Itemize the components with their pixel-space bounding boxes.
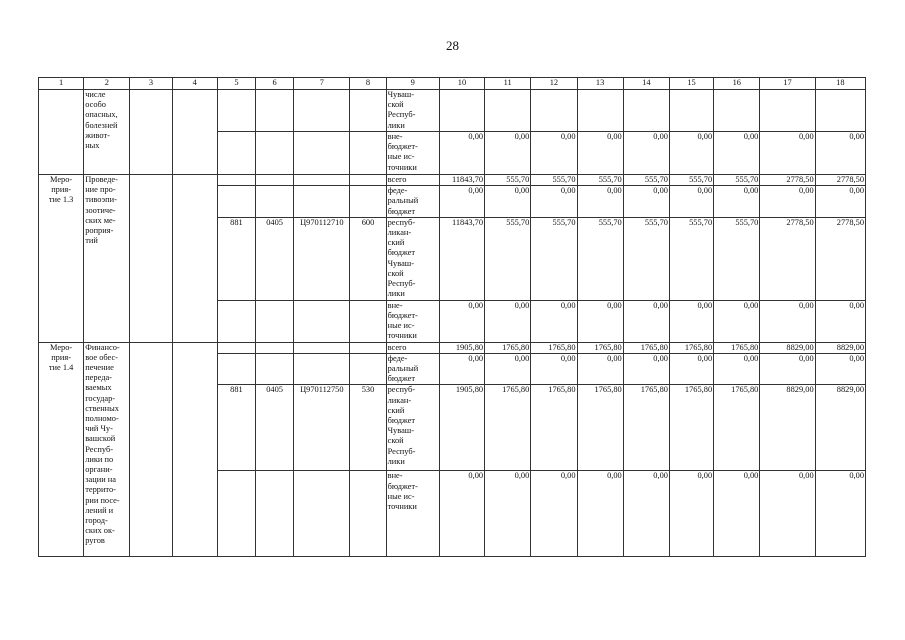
csr-cell bbox=[294, 300, 350, 342]
value-cell: 555,70 bbox=[714, 175, 760, 186]
grbs-cell: 881 bbox=[217, 217, 255, 300]
value-cell: 0,00 bbox=[485, 186, 531, 218]
vr-cell: 600 bbox=[350, 217, 386, 300]
measure-name-cell: Финансо- вое обес- печение переда- ваемых государ- ственных полномо- чий Чу- вашской Респуб- лики по органи- зации на террито- рии посе- лений и город- ских ок- ругов bbox=[84, 342, 130, 557]
rzpr-cell bbox=[256, 342, 294, 353]
value-cell: 0,00 bbox=[531, 300, 577, 342]
measure-name-cell: числе особо опасных, болезней живот- ных bbox=[84, 90, 130, 175]
value-cell: 2778,50 bbox=[760, 217, 815, 300]
value-cell: 0,00 bbox=[531, 186, 577, 218]
rzpr-cell bbox=[256, 471, 294, 557]
value-cell: 555,70 bbox=[531, 175, 577, 186]
rzpr-cell bbox=[256, 353, 294, 385]
grbs-cell bbox=[217, 300, 255, 342]
value-cell: 555,70 bbox=[623, 217, 669, 300]
grbs-cell bbox=[217, 471, 255, 557]
value-cell: 8829,00 bbox=[760, 342, 815, 353]
vr-cell bbox=[350, 342, 386, 353]
value-cell: 1765,80 bbox=[577, 385, 623, 471]
value-cell: 0,00 bbox=[714, 353, 760, 385]
source-cell: респуб- ликан- ский бюджет Чуваш- ской Респуб- лики bbox=[386, 217, 439, 300]
source-cell: феде- ральный бюджет bbox=[386, 186, 439, 218]
value-cell: 0,00 bbox=[623, 132, 669, 175]
vr-cell bbox=[350, 300, 386, 342]
value-cell: 1765,80 bbox=[623, 385, 669, 471]
header-cell: 18 bbox=[815, 78, 865, 90]
table-body bbox=[39, 78, 866, 557]
header-cell: 10 bbox=[439, 78, 484, 90]
value-cell bbox=[714, 90, 760, 132]
value-cell: 0,00 bbox=[669, 471, 713, 557]
grbs-cell bbox=[217, 342, 255, 353]
rzpr-cell bbox=[256, 90, 294, 132]
value-cell: 0,00 bbox=[623, 471, 669, 557]
vr-cell: 530 bbox=[350, 385, 386, 471]
value-cell: 0,00 bbox=[531, 471, 577, 557]
value-cell: 0,00 bbox=[577, 353, 623, 385]
value-cell: 1905,80 bbox=[439, 342, 484, 353]
value-cell: 0,00 bbox=[531, 132, 577, 175]
source-cell: вне- бюджет- ные ис- точники bbox=[386, 132, 439, 175]
value-cell: 0,00 bbox=[714, 300, 760, 342]
source-cell: респуб- ликан- ский бюджет Чуваш- ской Респуб- лики bbox=[386, 385, 439, 471]
header-cell: 2 bbox=[84, 78, 130, 90]
value-cell: 0,00 bbox=[815, 353, 865, 385]
value-cell: 555,70 bbox=[485, 217, 531, 300]
value-cell: 0,00 bbox=[623, 353, 669, 385]
empty-cell bbox=[172, 342, 217, 557]
value-cell: 555,70 bbox=[577, 175, 623, 186]
empty-cell bbox=[130, 90, 172, 175]
value-cell: 1905,80 bbox=[439, 385, 484, 471]
value-cell: 1765,80 bbox=[485, 385, 531, 471]
value-cell bbox=[439, 90, 484, 132]
csr-cell bbox=[294, 90, 350, 132]
header-cell: 17 bbox=[760, 78, 815, 90]
value-cell bbox=[760, 90, 815, 132]
csr-cell bbox=[294, 132, 350, 175]
vr-cell bbox=[350, 132, 386, 175]
value-cell: 1765,80 bbox=[714, 385, 760, 471]
value-cell: 555,70 bbox=[577, 217, 623, 300]
value-cell: 1765,80 bbox=[714, 342, 760, 353]
vr-cell bbox=[350, 186, 386, 218]
table-row bbox=[39, 342, 866, 353]
header-cell: 3 bbox=[130, 78, 172, 90]
table-row bbox=[39, 175, 866, 186]
value-cell: 8829,00 bbox=[760, 385, 815, 471]
header-cell: 11 bbox=[485, 78, 531, 90]
vr-cell bbox=[350, 175, 386, 186]
value-cell: 0,00 bbox=[760, 471, 815, 557]
value-cell: 0,00 bbox=[714, 132, 760, 175]
value-cell: 0,00 bbox=[714, 186, 760, 218]
empty-cell bbox=[172, 175, 217, 343]
value-cell bbox=[577, 90, 623, 132]
value-cell: 2778,50 bbox=[815, 217, 865, 300]
csr-cell bbox=[294, 342, 350, 353]
empty-cell bbox=[130, 175, 172, 343]
source-cell: вне- бюджет- ные ис- точники bbox=[386, 471, 439, 557]
budget-table bbox=[38, 77, 866, 557]
value-cell: 1765,80 bbox=[669, 385, 713, 471]
header-row bbox=[39, 78, 866, 90]
measure-name-cell: Проведе- ние про- тивоэпи- зоотиче- ских ме- роприя- тий bbox=[84, 175, 130, 343]
value-cell: 0,00 bbox=[760, 300, 815, 342]
value-cell: 0,00 bbox=[623, 300, 669, 342]
value-cell: 1765,80 bbox=[577, 342, 623, 353]
value-cell: 0,00 bbox=[439, 132, 484, 175]
value-cell: 555,70 bbox=[669, 175, 713, 186]
value-cell: 1765,80 bbox=[531, 385, 577, 471]
value-cell: 0,00 bbox=[485, 471, 531, 557]
rzpr-cell bbox=[256, 132, 294, 175]
measure-label-cell: Меро- прия- тие 1.4 bbox=[39, 342, 84, 557]
value-cell: 2778,50 bbox=[760, 175, 815, 186]
value-cell: 0,00 bbox=[485, 353, 531, 385]
value-cell: 0,00 bbox=[439, 353, 484, 385]
value-cell: 1765,80 bbox=[485, 342, 531, 353]
value-cell: 0,00 bbox=[669, 353, 713, 385]
grbs-cell: 881 bbox=[217, 385, 255, 471]
source-cell: всего bbox=[386, 175, 439, 186]
value-cell: 0,00 bbox=[760, 353, 815, 385]
empty-cell bbox=[172, 90, 217, 175]
source-cell: всего bbox=[386, 342, 439, 353]
header-cell: 4 bbox=[172, 78, 217, 90]
value-cell bbox=[815, 90, 865, 132]
header-cell: 1 bbox=[39, 78, 84, 90]
value-cell: 11843,70 bbox=[439, 175, 484, 186]
value-cell: 0,00 bbox=[485, 300, 531, 342]
header-cell: 6 bbox=[256, 78, 294, 90]
vr-cell bbox=[350, 90, 386, 132]
value-cell: 0,00 bbox=[714, 471, 760, 557]
value-cell: 0,00 bbox=[815, 186, 865, 218]
vr-cell bbox=[350, 471, 386, 557]
value-cell: 8829,00 bbox=[815, 342, 865, 353]
empty-cell bbox=[130, 342, 172, 557]
table-row bbox=[39, 90, 866, 132]
vr-cell bbox=[350, 353, 386, 385]
value-cell: 1765,80 bbox=[531, 342, 577, 353]
value-cell: 1765,80 bbox=[623, 342, 669, 353]
grbs-cell bbox=[217, 132, 255, 175]
header-cell: 9 bbox=[386, 78, 439, 90]
csr-cell bbox=[294, 353, 350, 385]
header-cell: 7 bbox=[294, 78, 350, 90]
value-cell: 555,70 bbox=[485, 175, 531, 186]
value-cell: 11843,70 bbox=[439, 217, 484, 300]
csr-cell: Ц970112750 bbox=[294, 385, 350, 471]
value-cell: 0,00 bbox=[815, 471, 865, 557]
value-cell: 0,00 bbox=[577, 300, 623, 342]
value-cell: 0,00 bbox=[577, 132, 623, 175]
grbs-cell bbox=[217, 90, 255, 132]
source-cell: феде- ральный бюджет bbox=[386, 353, 439, 385]
csr-cell bbox=[294, 186, 350, 218]
header-cell: 14 bbox=[623, 78, 669, 90]
value-cell: 0,00 bbox=[439, 300, 484, 342]
page-number: 28 bbox=[446, 38, 459, 53]
value-cell: 0,00 bbox=[439, 471, 484, 557]
csr-cell bbox=[294, 471, 350, 557]
value-cell: 555,70 bbox=[714, 217, 760, 300]
value-cell: 8829,00 bbox=[815, 385, 865, 471]
header-cell: 8 bbox=[350, 78, 386, 90]
grbs-cell bbox=[217, 353, 255, 385]
value-cell: 0,00 bbox=[669, 186, 713, 218]
csr-cell: Ц970112710 bbox=[294, 217, 350, 300]
value-cell: 0,00 bbox=[623, 186, 669, 218]
value-cell: 555,70 bbox=[623, 175, 669, 186]
value-cell: 555,70 bbox=[531, 217, 577, 300]
value-cell bbox=[485, 90, 531, 132]
value-cell: 0,00 bbox=[669, 300, 713, 342]
rzpr-cell bbox=[256, 300, 294, 342]
value-cell: 2778,50 bbox=[815, 175, 865, 186]
value-cell: 1765,80 bbox=[669, 342, 713, 353]
csr-cell bbox=[294, 175, 350, 186]
value-cell: 0,00 bbox=[669, 132, 713, 175]
measure-label-cell: Меро- прия- тие 1.3 bbox=[39, 175, 84, 343]
value-cell bbox=[623, 90, 669, 132]
value-cell: 0,00 bbox=[485, 132, 531, 175]
grbs-cell bbox=[217, 186, 255, 218]
value-cell: 0,00 bbox=[531, 353, 577, 385]
header-cell: 16 bbox=[714, 78, 760, 90]
value-cell bbox=[531, 90, 577, 132]
measure-label-cell bbox=[39, 90, 84, 175]
header-cell: 13 bbox=[577, 78, 623, 90]
source-cell: вне- бюджет- ные ис- точники bbox=[386, 300, 439, 342]
grbs-cell bbox=[217, 175, 255, 186]
value-cell: 0,00 bbox=[439, 186, 484, 218]
header-cell: 5 bbox=[217, 78, 255, 90]
rzpr-cell bbox=[256, 186, 294, 218]
value-cell: 0,00 bbox=[577, 186, 623, 218]
value-cell: 0,00 bbox=[815, 132, 865, 175]
value-cell: 0,00 bbox=[760, 132, 815, 175]
rzpr-cell: 0405 bbox=[256, 217, 294, 300]
rzpr-cell bbox=[256, 175, 294, 186]
header-cell: 12 bbox=[531, 78, 577, 90]
rzpr-cell: 0405 bbox=[256, 385, 294, 471]
value-cell: 0,00 bbox=[760, 186, 815, 218]
value-cell bbox=[669, 90, 713, 132]
value-cell: 555,70 bbox=[669, 217, 713, 300]
source-cell: Чуваш- ской Респуб- лики bbox=[386, 90, 439, 132]
header-cell: 15 bbox=[669, 78, 713, 90]
value-cell: 0,00 bbox=[577, 471, 623, 557]
value-cell: 0,00 bbox=[815, 300, 865, 342]
